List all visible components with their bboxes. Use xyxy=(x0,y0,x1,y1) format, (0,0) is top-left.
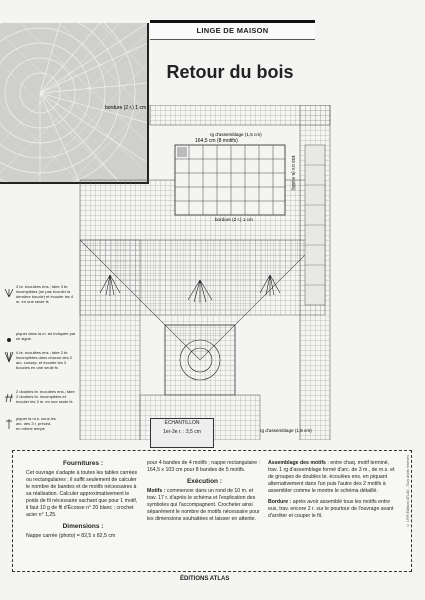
legend-text-3: 4 br. écoulées ens.; faire 2 br. incomplètes dans chacun des 2 arc. consép. et écouler les 3 boucles en une seule fs xyxy=(16,350,73,370)
legend-text-4: 2 doubles br. écoulées ens.; faire 2 doubles br. incomplètes et écouler les 3 m. en une seule fs xyxy=(16,389,75,404)
bordure-label: Bordure : xyxy=(268,499,292,505)
echantillon-label: ÉCHANTILLON xyxy=(164,420,200,426)
echantillon-value: 1er-3e r. : 3,5 cm xyxy=(163,429,201,435)
fournitures-text: Cet ouvrage s'adapte à toutes les tables carrées ou rectangulaires ; il suffit seulement de calculer le nombre de bandes et de motifs nécessaires à sa réalisation. Calculer approximativement le poids de fil nécessaire sachant que pour 1 motif, il faut 10 g de fil d'Écosse n° 20 blanc ; crochet acier n° 1,25. xyxy=(26,470,138,518)
assemblage-text: : entre chaq. motif terminé, trav. 1 rg d'assemblage formé d'arc. de 3 m., de m.s. et de groupes de doubles br. écoulées ens. en piquant alternativement dans l'un puis l'autre des 2 motifs à assembler comme le montre le schéma détaillé. xyxy=(268,460,395,494)
copyright-credit: © 1999 Éditions ATLAS - Tous droits réservés xyxy=(406,455,410,528)
legend-item xyxy=(4,390,14,408)
echantillon-box xyxy=(150,418,214,448)
label-assembly-top: rg d'assemblage (1,5 cm) xyxy=(210,132,262,137)
label-assembly-bottom: rg d'assemblage (1,5 cm) xyxy=(260,428,312,433)
label-bordure-top: bordure (2 r.) 1 cm xyxy=(105,105,147,111)
label-height: 103 cm (5 motifs) xyxy=(291,155,296,191)
dimensions-heading: Dimensions : xyxy=(62,523,104,530)
dot-symbol-icon xyxy=(4,335,14,345)
fournitures-heading: Fournitures : xyxy=(62,460,104,467)
column-fournitures xyxy=(26,460,140,544)
legend-item xyxy=(4,350,14,368)
label-bordure-bottom: bordure (2 r.) 1 cm xyxy=(215,217,253,222)
dimensions-text: Nappe carrée (photo) = 82,5 x 82,5 cm xyxy=(26,533,116,539)
fan-symbol-icon xyxy=(4,288,14,298)
motifs-text: commencer dans un rond de 10 m. et trav. 17 r. d'après le schéma et l'explication des symboles qui l'accompagnent. Crocheter ainsi séparément le nombre de motifs nécessaire pour les dimensions souhaitées et laisser en attente. xyxy=(147,488,260,522)
execution-heading: Exécution : xyxy=(186,478,223,485)
assemblage-label: Assemblage des motifs xyxy=(268,460,326,466)
publisher-logo: ÉDITIONS ATLAS xyxy=(180,576,230,582)
label-width: 164,5 cm (8 motifs) xyxy=(195,138,238,144)
legend-item xyxy=(4,417,14,435)
legend-item xyxy=(4,285,14,303)
legend-text-1: 3 br. écoulées ens.; faire 3 br. incomplètes (ne pas écouler la dernière boucle) et écouler les 4 m. en une seule fs xyxy=(16,284,74,304)
col2-intro: pour 4 bandes de 4 motifs ; nappe rectangulaire : 164,5 x 103 cm pour 8 bandes de 5 motifs. xyxy=(147,460,261,473)
section-header: LINGE DE MAISON xyxy=(150,20,315,40)
assemblage-paragraph xyxy=(268,460,396,495)
crochet-diagram xyxy=(70,105,335,440)
fan-double-symbol-icon xyxy=(4,351,14,363)
double-stitch-symbol-icon xyxy=(4,393,14,403)
motifs-paragraph xyxy=(147,488,262,523)
legend-item xyxy=(4,332,14,350)
page-title: Retour du bois xyxy=(166,62,294,82)
bordure-paragraph xyxy=(268,499,396,520)
motifs-label: Motifs : xyxy=(147,488,166,494)
bordure-text: après avoir assemblé tous les motifs entre eux, trav. encore 2 r. sur le pourtour de l'ouvrage avant d'arrêter et couper le fil. xyxy=(268,499,394,519)
legend-text-5: piquer la m.s. sous les arc. des 3 r. précéd. en même temps xyxy=(16,416,56,431)
column-assemblage xyxy=(268,460,396,524)
legend-text-2: piquer dans la m. air indiquée par ce signe. xyxy=(16,331,76,341)
column-execution xyxy=(147,460,262,527)
post-symbol-icon xyxy=(4,418,14,430)
